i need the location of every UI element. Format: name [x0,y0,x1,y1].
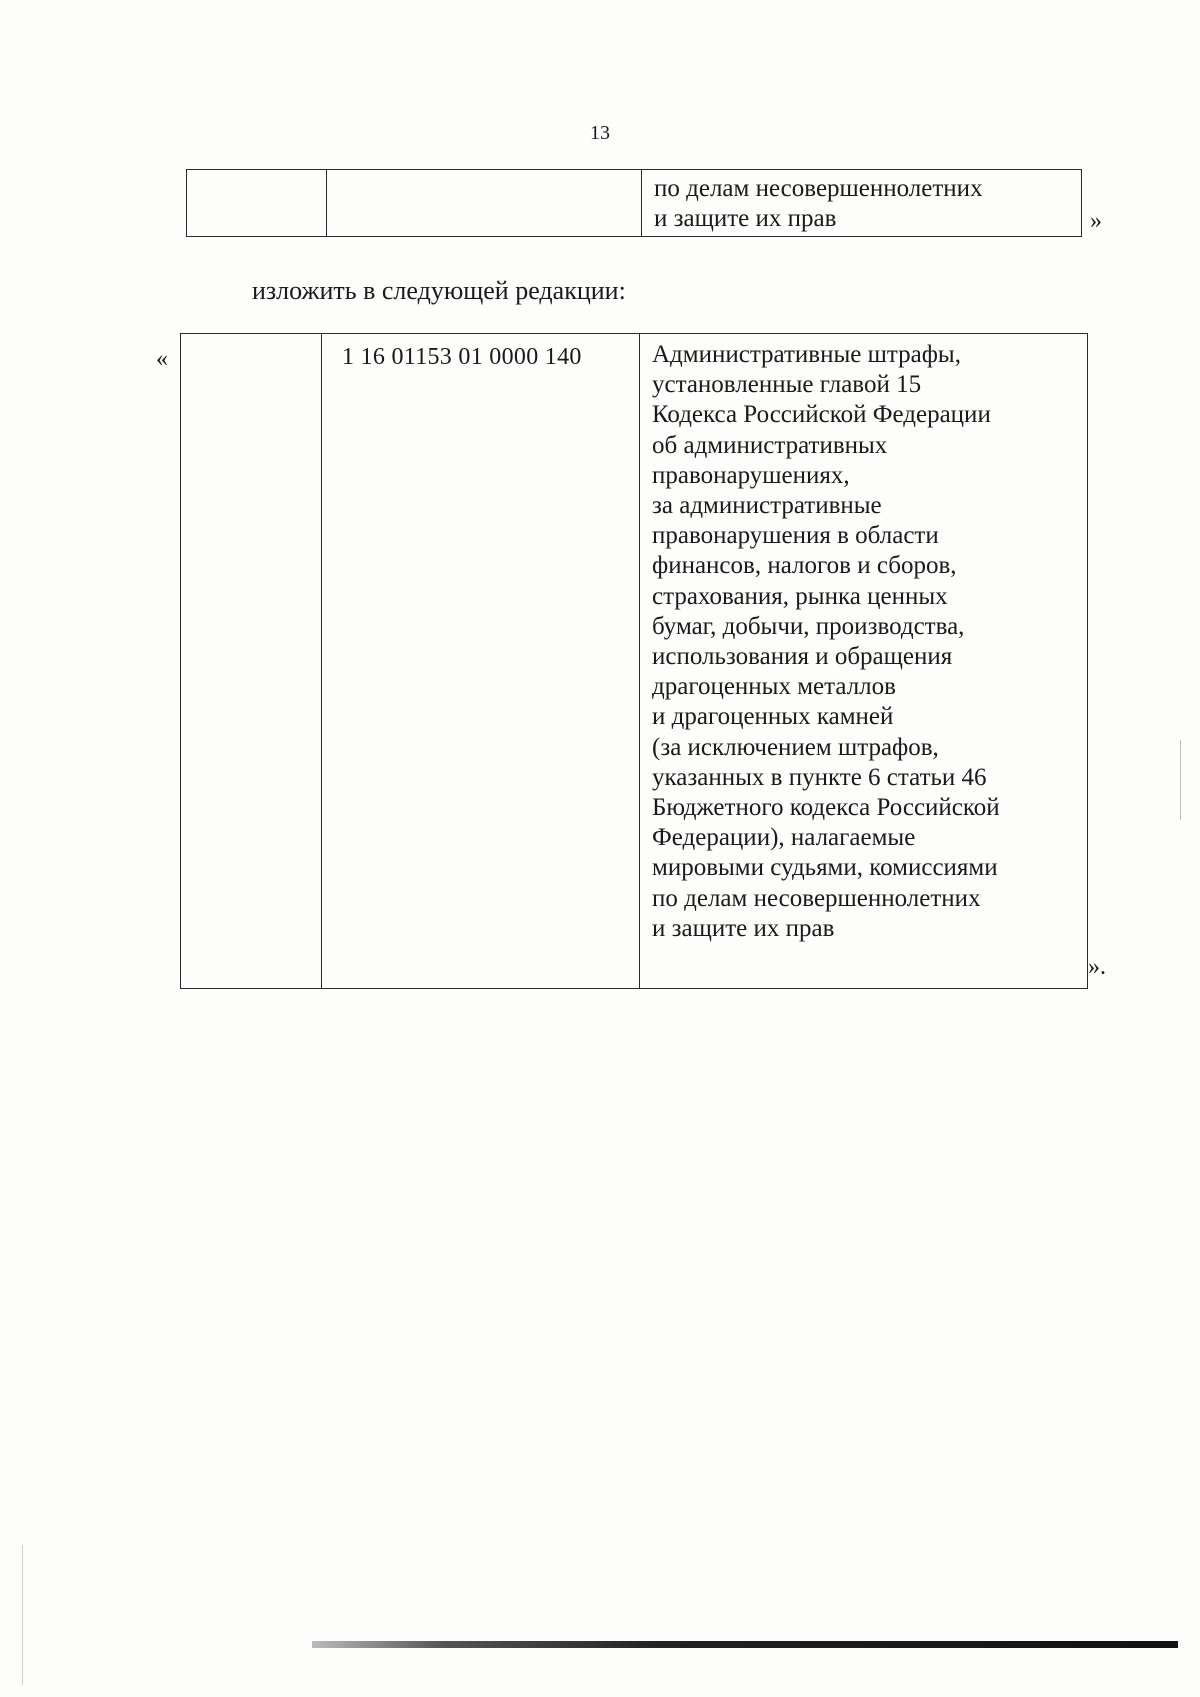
description-line: бумаг, добычи, производства, [652,612,965,640]
description-line: и защите их прав [654,205,837,233]
description-line: и драгоценных камней [652,703,894,731]
scan-margin-line [1180,740,1181,820]
description-line: Кодекса Российской Федерации [652,401,991,429]
description-line: Федерации), налагаемые [652,824,916,852]
description-line: правонарушения в области [652,522,939,550]
previous-table-fragment [186,169,1082,237]
table-cell-code: 1 16 01153 01 0000 140 [322,334,640,989]
intro-text: изложить в следующей редакции: [252,276,626,305]
description-line: Бюджетного кодекса Российской [652,794,1000,822]
description-line: драгоценных металлов [652,673,896,701]
description-line: и защите их прав [652,914,835,942]
description-line: использования и обращения [652,643,953,671]
description-line: по делам несовершеннолетних [652,884,981,912]
description-line: Административные штрафы, [652,341,961,368]
table-cell-empty-2 [327,170,642,237]
description-line: финансов, налогов и сборов, [652,552,957,580]
table-cell-description [640,334,1088,989]
opening-quote: « [156,346,168,372]
description-line: страхования, рынка ценных [652,582,948,610]
description-line: за административные [652,492,882,520]
description-line: установленные главой 15 [652,371,922,399]
description-line: (за исключением штрафов, [652,733,939,761]
new-table [180,333,1088,989]
description-line: об административных [652,431,888,459]
table-row [181,334,1088,989]
description-line: правонарушениях, [652,461,850,489]
closing-quote: » [1090,208,1102,234]
bottom-rule [312,1641,1178,1648]
description-line: мировыми судьями, комиссиями [652,854,998,882]
scan-margin-line [22,1545,23,1685]
closing-quote-period: ». [1088,954,1106,980]
page-number: 13 [590,122,610,144]
table-cell-empty-1 [187,170,327,237]
description-line: по делам несовершеннолетних [654,175,983,202]
table-cell-description [642,170,1082,237]
table-cell-empty [181,334,322,989]
description-line: указанных в пункте 6 статьи 46 [652,763,987,791]
table-row [187,170,1082,237]
